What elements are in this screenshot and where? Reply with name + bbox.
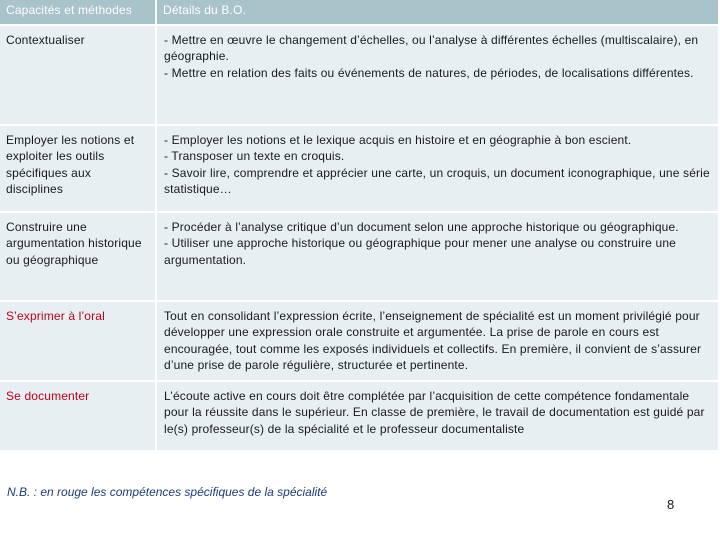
header-capacites: Capacités et méthodes xyxy=(0,0,157,26)
row-detail-documenter: L’écoute active en cours doit être complétée par l’acquisition de cette compétence fondamentale pour la réussite dans le supérieur. En classe de première, le travail de documentation est guidé par le(s) professeur(s) de la spécialité et le professeur documentaliste xyxy=(157,382,720,452)
footnote: N.B. : en rouge les compétences spécifiques de la spécialité xyxy=(7,485,328,499)
row-detail-oral: Tout en consolidant l’expression écrite, l’enseignement de spécialité est un moment privilégié pour développer une expression orale construite et argumentée. La prise de parole en cours est encouragée, tout comme les exposés individuels et collectifs. En première, il convient de s’assurer d’une prise de parole régulière, structurée et pertinente. xyxy=(157,302,720,382)
row-detail-argumentation: - Procéder à l’analyse critique d’un document selon une approche historique ou géographique. - Utiliser une approche historique ou géographique pour mener une analyse ou construire une argumentation. xyxy=(157,213,720,302)
row-detail-contextualiser: - Mettre en œuvre le changement d’échelles, ou l’analyse à différentes échelles (multiscalaire), en géographie. - Mettre en relation des faits ou événements de natures, de périodes, de localisations différentes. xyxy=(157,26,720,126)
header-details-bo: Détails du B.O. xyxy=(157,0,720,26)
table-row xyxy=(0,26,720,126)
row-label-documenter: Se documenter xyxy=(0,382,157,452)
row-detail-notions-outils: - Employer les notions et le lexique acquis en histoire et en géographie à bon escient. - Transposer un texte en croquis. - Savoir lire, comprendre et apprécier une carte, un croquis, un document iconographique, une série statistique… xyxy=(157,126,720,213)
row-label-oral: S’exprimer à l’oral xyxy=(0,302,157,382)
page-number: 8 xyxy=(667,497,675,512)
table-header-row xyxy=(0,0,720,26)
table-row xyxy=(0,302,720,382)
row-label-contextualiser: Contextualiser xyxy=(0,26,157,126)
table-row xyxy=(0,213,720,302)
table-row xyxy=(0,126,720,213)
row-label-argumentation: Construire une argumentation historique ou géographique xyxy=(0,213,157,302)
table-row xyxy=(0,382,720,452)
row-label-notions-outils: Employer les notions et exploiter les outils spécifiques aux disciplines xyxy=(0,126,157,213)
